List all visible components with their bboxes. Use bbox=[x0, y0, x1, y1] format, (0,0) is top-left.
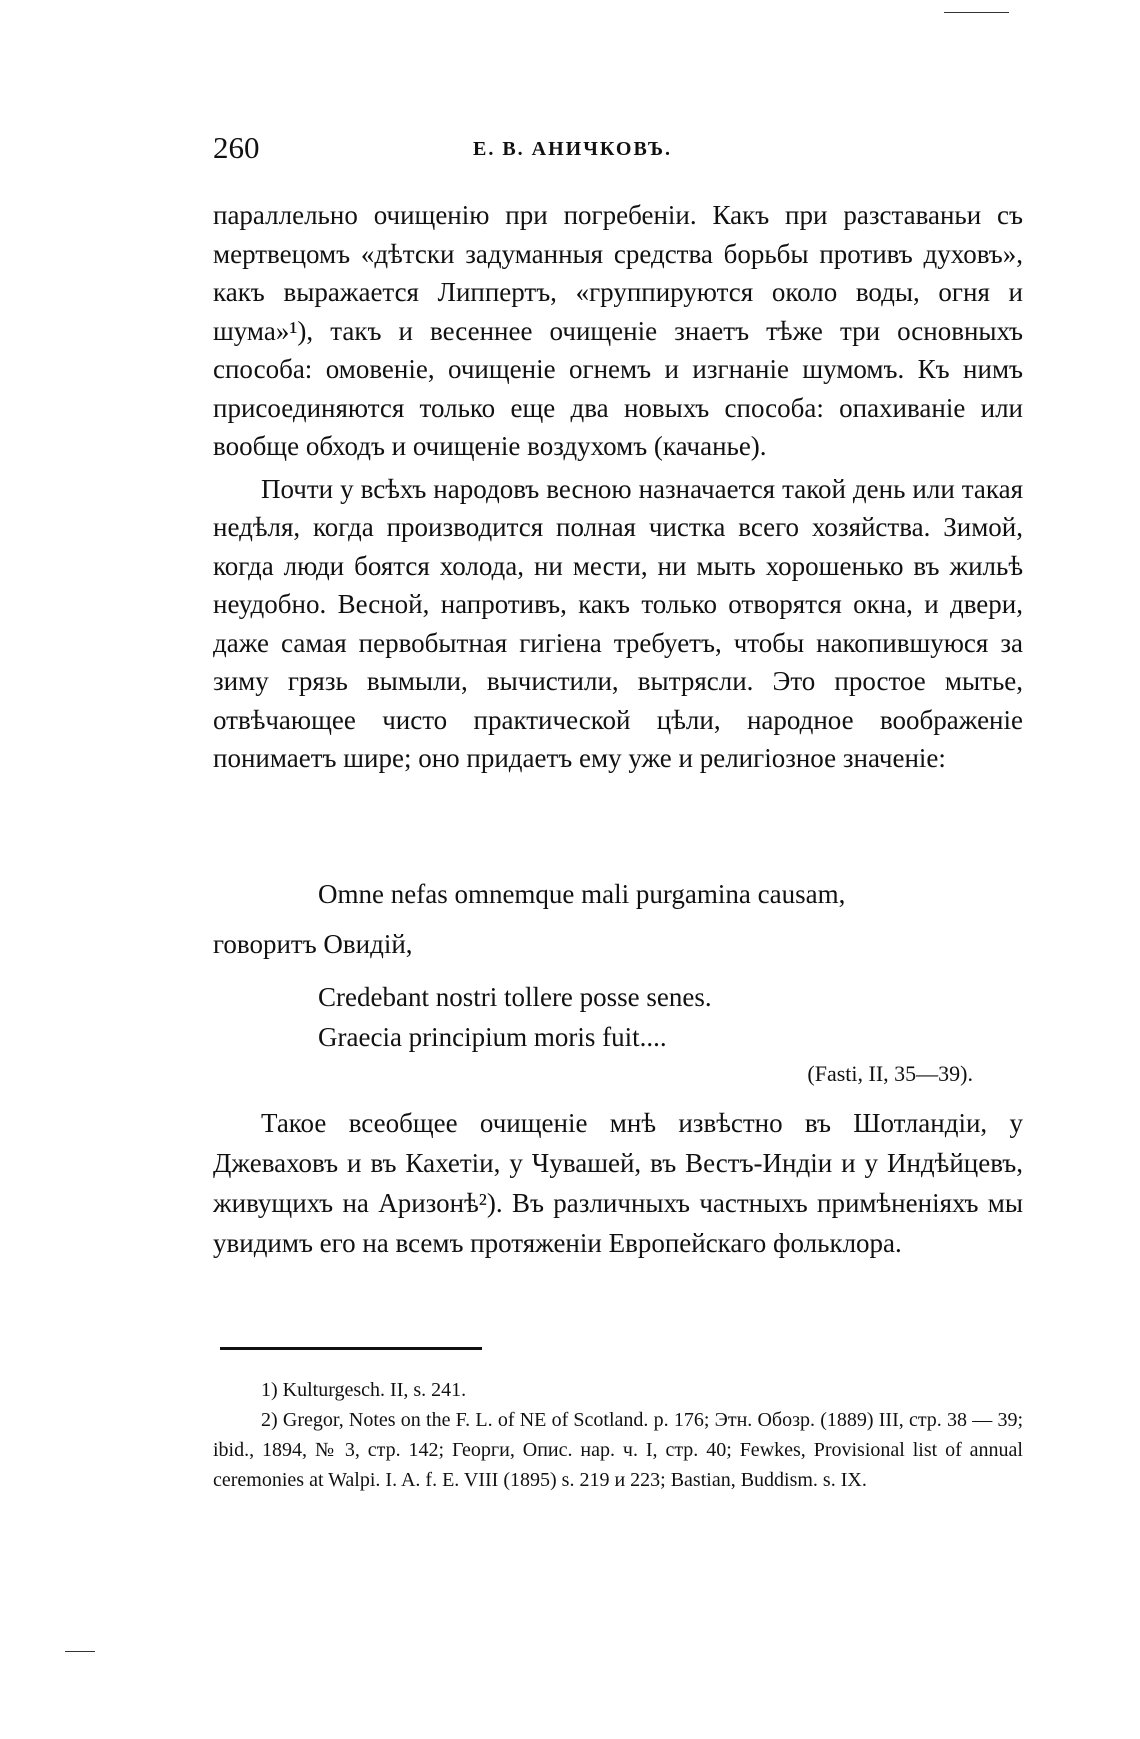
page-number: 260 bbox=[213, 130, 260, 165]
paragraph-3: Такое всеобщее очищеніе мнѣ извѣстно въ Шотландіи, у Джеваховъ и въ Кахетіи, у Чувашей, въ Вестъ-Индіи и у Индѣйцевъ, живущихъ на Аризонѣ²). Въ различныхъ частныхъ примѣненіяхъ мы увидимъ его на всемъ протяженіи Европейскаго фольклора. bbox=[213, 1108, 1023, 1258]
verse-line-3: Graecia principium moris fuit.... bbox=[318, 1022, 667, 1052]
verse-line-1: Omne nefas omnemque mali purgamina causam, bbox=[318, 879, 846, 909]
page-header bbox=[213, 130, 1023, 170]
scan-mark-top bbox=[944, 12, 1009, 13]
paragraph-2: Почти у всѣхъ народовъ весною назначается такой день или такая недѣля, когда производится полная чистка всего хозяйства. Зимой, когда люди боятся холода, ни мести, ни мыть хорошенько въ жильѣ неудобно. Весной, напротивъ, какъ только отворятся окна, и двери, даже самая первобытная гигіена требуетъ, чтобы накопившуюся за зиму грязь вымыли, вычистили, вытрясли. Это простое мытье, отвѣчающее чисто практической цѣли, народное воображеніе понимаетъ шире; оно придаетъ ему уже и религіозное значеніе: bbox=[213, 473, 1023, 773]
main-text bbox=[213, 196, 1023, 778]
running-title: Е. В. АНИЧКОВЪ. bbox=[473, 138, 673, 160]
footnote-1: 1) Kulturgesch. II, s. 241. bbox=[261, 1379, 467, 1401]
footnote-2: 2) Gregor, Notes on the F. L. of NE of Scotland. p. 176; Этн. Обозр. (1889) III, стр. 38 — 39; ibid., 1894, № 3, стр. 142; Георги, Опис. нар. ч. I, стр. 40; Fewkes, Provisional list of annual ceremonies at Walpi. I. A. f. E. VIII (1895) s. 219 и 223; Bastian, Buddism. s. IX. bbox=[213, 1409, 1023, 1491]
footnote-rule bbox=[220, 1347, 482, 1350]
verse-line-2: Credebant nostri tollere posse senes. bbox=[318, 982, 712, 1012]
quote-attribution: говоритъ Овидій, bbox=[213, 929, 413, 959]
paragraph-3-block bbox=[213, 1103, 1023, 1263]
scan-mark-bottom bbox=[65, 1651, 95, 1652]
paragraph-1: параллельно очищенію при погребеніи. Какъ при разставаньи съ мертвецомъ «дѣтски задуманныя средства борьбы противъ духовъ», какъ выражается Липпертъ, «группируются около воды, огня и шума»¹), такъ и весеннее очищеніе знаетъ тѣже три основныхъ способа: омовеніе, очищеніе огнемъ и изгнаніе шумомъ. Къ нимъ присоединяются только еще два новыхъ способа: опахиваніе или вообще обходъ и очищеніе воздухомъ (качанье). bbox=[213, 200, 1023, 461]
verse-citation: (Fasti, II, 35—39). bbox=[807, 1061, 973, 1086]
